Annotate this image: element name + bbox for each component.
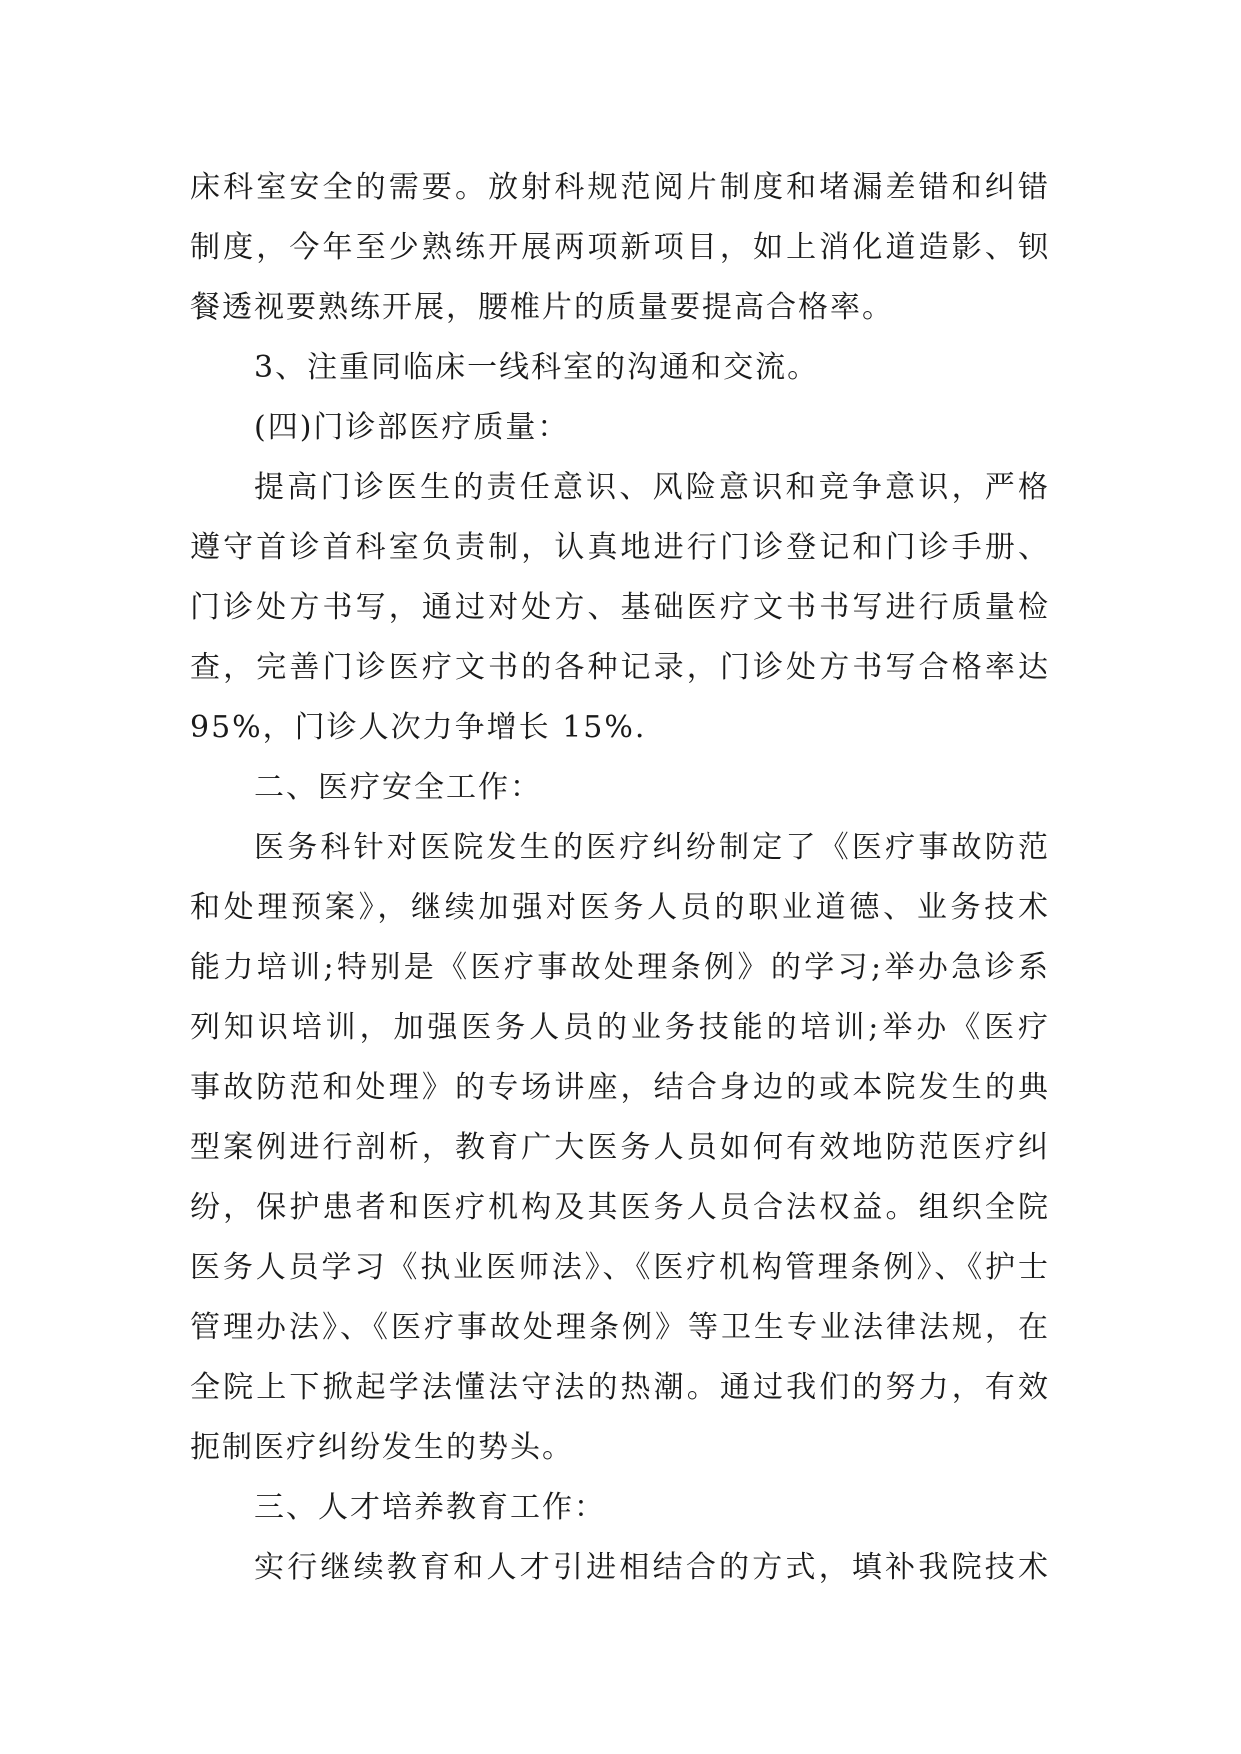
text-line: 能力培训;特别是《医疗事故处理条例》的学习;举办急诊系 [190,950,1050,985]
text-line: 床科室安全的需要。放射科规范阅片制度和堵漏差错和纠错 [190,170,1050,205]
paragraph [190,338,1050,398]
text-line: 型案例进行剖析，教育广大医务人员如何有效地防范医疗纠 [190,1130,1050,1165]
paragraph [190,458,1050,758]
text-line: 制度，今年至少熟练开展两项新项目，如上消化道造影、钡 [190,230,1050,265]
text-line: 和处理预案》，继续加强对医务人员的职业道德、业务技术 [190,890,1050,925]
text-line: 提高门诊医生的责任意识、风险意识和竞争意识，严格 [254,470,1050,505]
text-line: 事故防范和处理》的专场讲座，结合身边的或本院发生的典 [190,1070,1050,1105]
text-line: 医务科针对医院发生的医疗纠纷制定了《医疗事故防范 [254,830,1050,865]
text-line: 纷，保护患者和医疗机构及其医务人员合法权益。组织全院 [190,1190,1050,1225]
text-line: 医务人员学习《执业医师法》、《医疗机构管理条例》、《护士 [190,1250,1050,1285]
document-body [190,158,1050,1598]
text-line: 餐透视要熟练开展，腰椎片的质量要提高合格率。 [190,290,894,325]
section-heading: 二、医疗安全工作： [254,770,542,805]
text-line: 查，完善门诊医疗文书的各种记录，门诊处方书写合格率达 [190,650,1050,685]
text-line: 扼制医疗纠纷发生的势头。 [190,1430,574,1465]
text-line: 实行继续教育和人才引进相结合的方式，填补我院技术 [254,1550,1050,1585]
section-heading: 三、人才培养教育工作： [254,1490,606,1525]
text-line: 列知识培训，加强医务人员的业务技能的培训;举办《医疗 [190,1010,1050,1045]
text-line: 全院上下掀起学法懂法守法的热潮。通过我们的努力，有效 [190,1370,1050,1405]
text-line: 门诊处方书写，通过对处方、基础医疗文书书写进行质量检 [190,590,1050,625]
paragraph [190,158,1050,338]
paragraph [190,1538,1050,1598]
paragraph [190,398,1050,458]
paragraph [190,758,1050,818]
paragraph [190,1478,1050,1538]
paragraph [190,818,1050,1478]
text-line: 遵守首诊首科室负责制，认真地进行门诊登记和门诊手册、 [190,530,1050,565]
list-item-heading: 3、注重同临床一线科室的沟通和交流。 [254,350,820,385]
text-line: 95%，门诊人次力争增长 15%. [190,710,647,745]
section-subheading: (四)门诊部医疗质量： [254,410,570,445]
text-line: 管理办法》、《医疗事故处理条例》等卫生专业法律法规，在 [190,1310,1050,1345]
